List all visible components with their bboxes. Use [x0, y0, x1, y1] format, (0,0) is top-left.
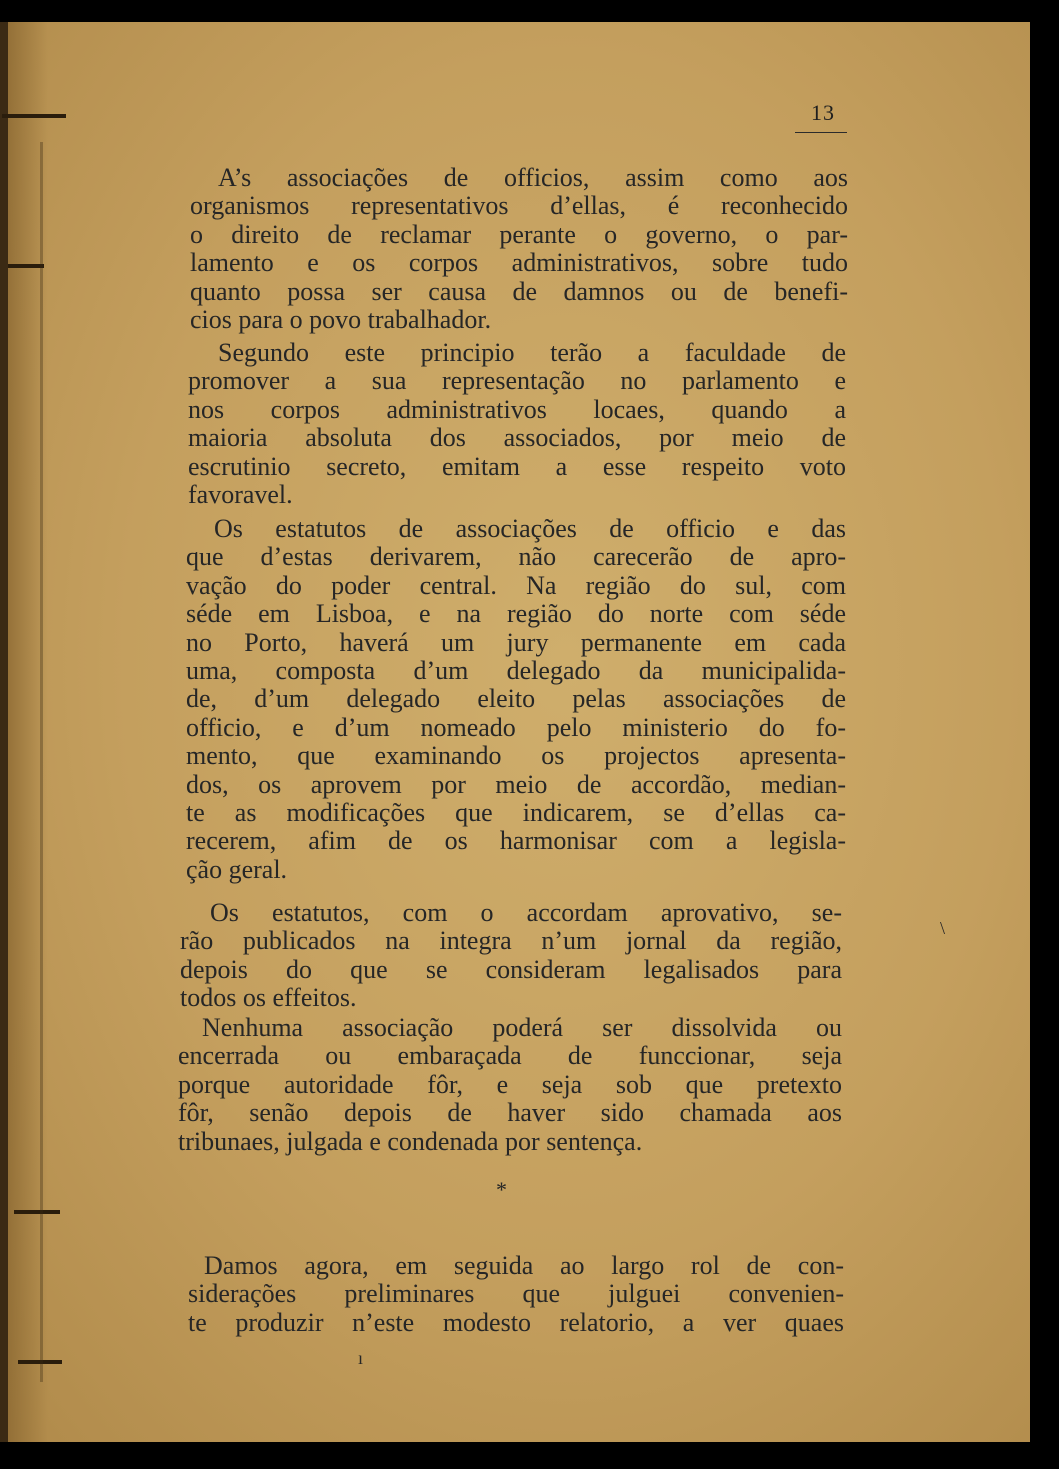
text-line: escrutinio secreto, emitam a esse respeito voto	[188, 451, 846, 481]
text-line: quanto possa ser causa de damnos ou de benefi-	[190, 276, 848, 306]
paragraph	[190, 164, 848, 334]
text-line: encerrada ou embaraçada de funccionar, seja	[178, 1041, 842, 1071]
text-line: Os estatutos, com o accordam aprovativo, se-	[210, 898, 842, 927]
paragraph	[188, 1252, 844, 1337]
text-line: depois do que se consideram legalisados para	[180, 954, 842, 984]
text-line: te as modificações que indicarem, se d’ellas ca-	[186, 798, 846, 828]
text-line: organismos representativos d’ellas, é reconhecido	[190, 191, 848, 221]
text-line: Os estatutos de associações de officio e das	[214, 514, 846, 543]
page-number-rule	[795, 132, 847, 133]
binding-stitch	[14, 1210, 60, 1214]
text-line: todos os effeitos.	[180, 983, 357, 1013]
text-line: Damos agora, em seguida ao largo rol de con-	[204, 1251, 844, 1280]
margin-fold-line	[40, 142, 43, 1382]
paragraph	[186, 515, 846, 884]
text-line: vação do poder central. Na região do sul, com	[186, 570, 846, 600]
text-line: favoravel.	[188, 480, 293, 510]
text-line: séde em Lisboa, e na região do norte com séde	[186, 599, 846, 629]
text-line: no Porto, haverá um jury permanente em cada	[186, 627, 846, 657]
text-line: nos corpos administrativos locaes, quando a	[188, 394, 846, 424]
binding-stitch	[2, 114, 66, 118]
binding-spine	[0, 22, 8, 1442]
text-line: te produzir n’este modesto relatorio, a ver quaes	[188, 1307, 844, 1337]
text-line: rão publicados na integra n’um jornal da região,	[180, 926, 842, 956]
paragraph	[178, 1014, 842, 1156]
text-line: que d’estas derivarem, não carecerão de apro-	[186, 542, 846, 572]
text-line: cios para o povo trabalhador.	[190, 305, 492, 335]
text-line: dos, os aprovem por meio de accordão, median-	[186, 769, 846, 799]
text-line: officio, e d’um nomeado pelo ministerio do fo-	[186, 712, 846, 742]
binding-stitch	[8, 264, 44, 268]
text-line: Nenhuma associação poderá ser dissolvida ou	[202, 1013, 842, 1042]
text-line: recerem, afim de os harmonisar com a legisla-	[186, 826, 846, 856]
text-line: mento, que examinando os projectos apresenta-	[186, 741, 846, 771]
text-line: promover a sua representação no parlamento e	[188, 366, 846, 396]
paragraph	[180, 899, 842, 1013]
text-line: A’s associações de officios, assim como aos	[218, 163, 848, 192]
text-line: porque autoridade fôr, e seja sob que pretexto	[178, 1069, 842, 1099]
text-line: fôr, senão depois de haver sido chamada aos	[178, 1098, 842, 1128]
section-ornament: *	[496, 1177, 507, 1202]
paragraph	[188, 339, 846, 509]
stray-mark: \	[940, 918, 946, 938]
text-line: maioria absoluta dos associados, por meio de	[188, 423, 846, 453]
text-line: lamento e os corpos administrativos, sobre tudo	[190, 248, 848, 278]
text-line: siderações preliminares que julguei convenien-	[188, 1279, 844, 1309]
text-line: ção geral.	[186, 854, 288, 884]
page-number: 13	[811, 100, 835, 125]
stray-mark: ı	[358, 1348, 364, 1368]
text-line: Segundo este principio terão a faculdade de	[218, 338, 846, 367]
text-line: tribunaes, julgada e condenada por sentença.	[178, 1126, 643, 1156]
text-line: o direito de reclamar perante o governo, o par-	[190, 219, 848, 249]
text-line: de, d’um delegado eleito pelas associações de	[186, 684, 846, 714]
text-line: uma, composta d’um delegado da municipalida-	[186, 656, 846, 686]
